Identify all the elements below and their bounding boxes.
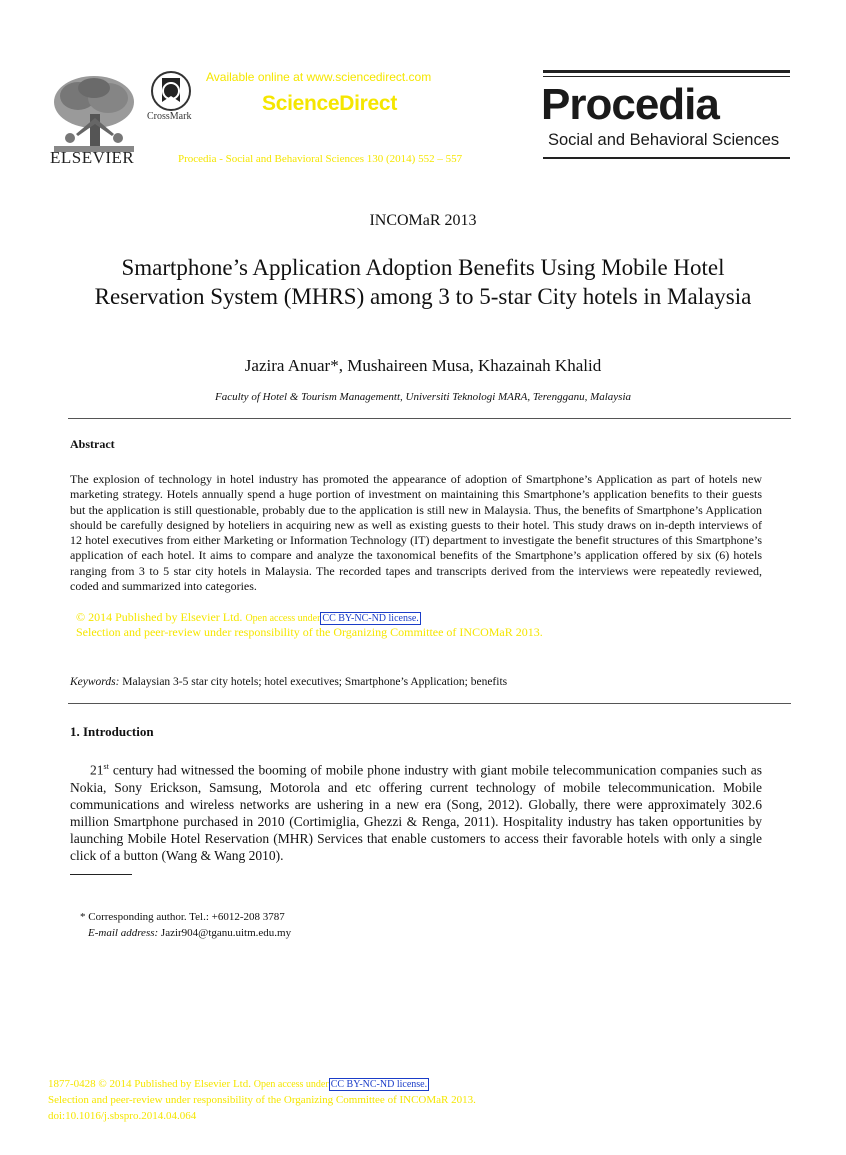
footer-license-link[interactable]: CC BY-NC-ND license. <box>330 1079 428 1090</box>
keywords-label: Keywords: <box>70 676 120 688</box>
conference-name: INCOMaR 2013 <box>369 212 477 229</box>
elsevier-wordmark: ELSEVIER <box>50 148 135 167</box>
journal-reference: Procedia - Social and Behavioral Sciences 130 (2014) 552 – 557 <box>178 153 463 165</box>
crossmark-icon[interactable] <box>150 70 192 112</box>
masthead-rule-bottom <box>543 157 790 159</box>
crossmark-label: CrossMark <box>147 111 192 122</box>
peer-review-notice: Selection and peer-review under responsibility of the Organizing Committee of INCOMaR 2013. <box>76 625 543 639</box>
copyright-text: © 2014 Published by Elsevier Ltd. <box>76 610 243 624</box>
paper-title: Smartphone’s Application Adoption Benefits Using Mobile Hotel Reservation System (MHRS) among 3 to 5-star City hotels in Malaysia <box>94 255 752 309</box>
introduction-text: century had witnessed the booming of mobile phone industry with giant mobile telecommunication companies such as Nokia, Sony Erickson, Samsung, Motorola and etc offering current technology of mobile telecommunication. Mobile communications and wireless networks are ushering in a new era (Song, 2012). Globally, there were approximately 302.6 million Smartphone purchased in 2010 (Cortimiglia, Ghezzi & Renga, 2011). Hospitality industry has taken opportunities by launching Mobile Hotel Reservation (MHR) Services that enable customers to access their favorable hotels with only a single click of a button (Wang & Wang 2010). <box>70 762 763 863</box>
section-divider <box>68 418 791 419</box>
procedia-subtitle: Social and Behavioral Sciences <box>548 131 780 149</box>
introduction-heading: 1. Introduction <box>70 724 154 739</box>
footer-issn-copyright: 1877-0428 © 2014 Published by Elsevier Ltd. <box>48 1078 251 1090</box>
license-link[interactable]: CC BY-NC-ND license. <box>322 613 419 624</box>
footer-copyright <box>48 1078 429 1090</box>
author-list: Jazira Anuar*, Mushaireen Musa, Khazainah Khalid <box>244 356 602 375</box>
footer-open-access: Open access under <box>253 1079 329 1090</box>
sciencedirect-logo: ScienceDirect <box>262 92 398 115</box>
corresponding-author: * Corresponding author. Tel.: +6012-208 3787 <box>80 911 285 923</box>
introduction-body <box>70 758 762 864</box>
copyright-notice <box>76 610 421 625</box>
keywords-line <box>70 676 507 688</box>
email-label: E-mail address: <box>88 927 159 939</box>
masthead-rule-thin <box>543 76 790 77</box>
masthead-rule-top <box>543 70 790 73</box>
open-access-text: Open access under <box>245 613 321 624</box>
email-line <box>88 927 291 939</box>
email-address[interactable]: Jazir904@tganu.uitm.edu.my <box>160 927 292 939</box>
affiliation: Faculty of Hotel & Tourism Managementt, Universiti Teknologi MARA, Terengganu, Malaysia <box>214 391 632 403</box>
footnote-rule <box>70 874 132 875</box>
abstract-body: The explosion of technology in hotel industry has promoted the appearance of adoption of Smartphone’s Application as part of hotels new marketing strategy. Hotels annually spend a huge portion of investment on maintaining this Smartphone’s application benefits to their guests but the application is still questionable, probably due to the application is still new in Malaysia. Thus, the benefits of Smartphone’s Application should be carefully designed by hoteliers in acquiring new as well as existing guests to their hotel. This study draws on in-depth interviews of 12 hotel executives from either Marketing or Information Technology (IT) department to investigate the benefit structures of this Smartphone’s application of each hotel. It aims to compare and analyze the taxonomical benefits of the Smartphone’s application offered by six (6) hotels ranging from 3 to 5 star city hotels in Malaysia. The recorded tapes and transcripts derived from the interviews were repeatedly reviewed, coded and summarized into categories. <box>70 472 762 594</box>
footer-doi[interactable]: doi:10.1016/j.sbspro.2014.04.064 <box>48 1110 197 1122</box>
available-online-link[interactable]: Available online at www.sciencedirect.com <box>206 70 432 84</box>
section-divider <box>68 703 791 704</box>
procedia-title: Procedia <box>541 80 719 129</box>
century-number: 21 <box>90 762 104 778</box>
abstract-heading: Abstract <box>70 437 115 451</box>
ordinal-superscript: st <box>103 762 109 771</box>
footer-peer-review: Selection and peer-review under responsibility of the Organizing Committee of INCOMaR 2013. <box>48 1094 476 1106</box>
keywords-text: Malaysian 3-5 star city hotels; hotel executives; Smartphone’s Application; benefits <box>122 676 508 688</box>
